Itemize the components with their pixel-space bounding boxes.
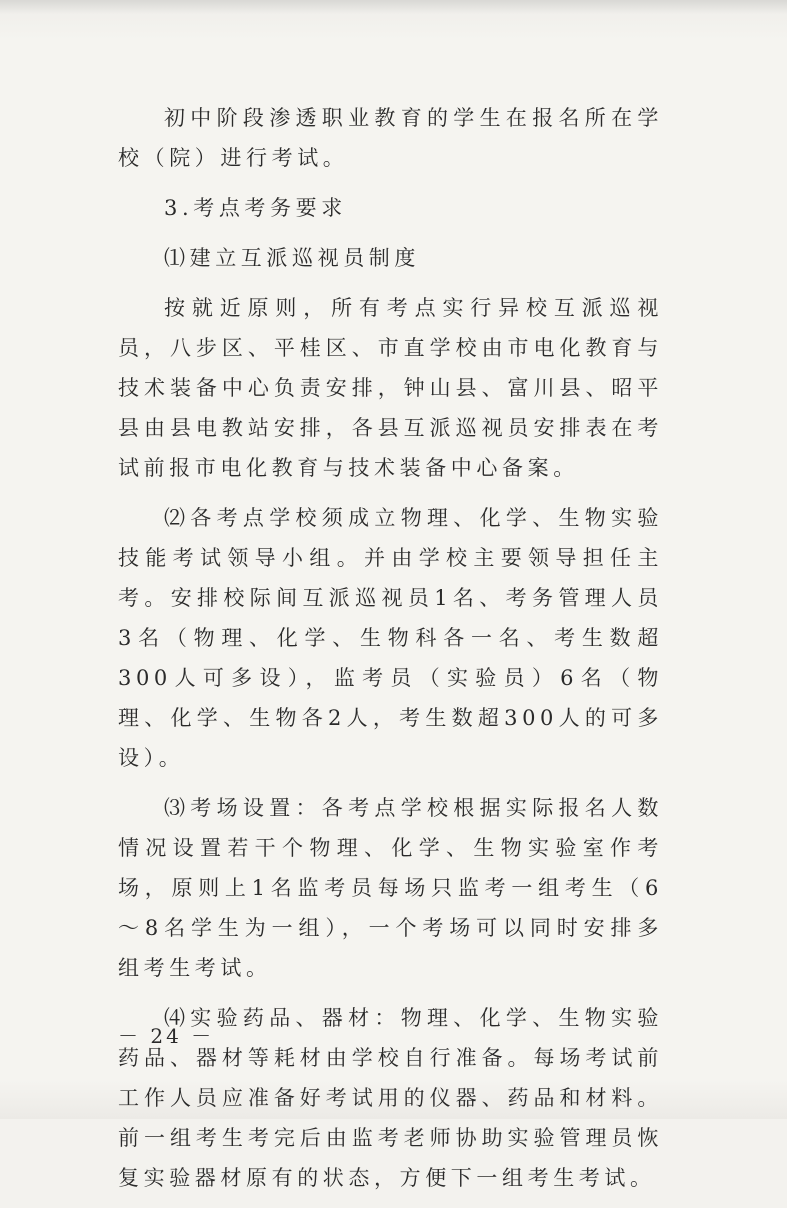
page-number: － 24 － <box>118 1024 215 1048</box>
paragraph-lab-materials: ⑷实验药品、器材：物理、化学、生物实验药品、器材等耗材由学校自行准备。每场考试前工作人员应准备好考试用的仪器、药品和材料。前一组考生考完后由监考老师协助实验管理员恢复实验器材原有的状态，方便下一组考生考试。 <box>118 1006 663 1190</box>
subsection-heading-inspector-system: ⑴建立互派巡视员制度 <box>164 246 420 270</box>
paragraph-exam-room-setup: ⑶考场设置：各考点学校根据实际报名人数情况设置若干个物理、化学、生物实验室作考场，原则上1名监考员每场只监考一组考生（6～8名学生为一组），一个考场可以同时安排多组考生考试。 <box>118 796 663 980</box>
scan-edge <box>0 0 787 14</box>
paragraph-leadership-group: ⑵各考点学校须成立物理、化学、生物实验技能考试领导小组。并由学校主要领导担任主考。安排校际间互派巡视员1名、考务管理人员3名（物理、化学、生物科各一名、考生数超300人可多设），监考员（实验员）6名（物理、化学、生物各2人，考生数超300人的可多设）。 <box>118 506 663 770</box>
paragraph-inspector-arrangement: 按就近原则，所有考点实行异校互派巡视员，八步区、平桂区、市直学校由市电化教育与技术装备中心负责安排，钟山县、富川县、昭平县由县电教站安排，各县互派巡视员安排表在考试前报市电化教育与技术装备中心备案。 <box>118 296 663 480</box>
paragraph-exam-location: 初中阶段渗透职业教育的学生在报名所在学校（院）进行考试。 <box>118 106 663 170</box>
section-heading-exam-requirements: 3.考点考务要求 <box>164 196 347 220</box>
